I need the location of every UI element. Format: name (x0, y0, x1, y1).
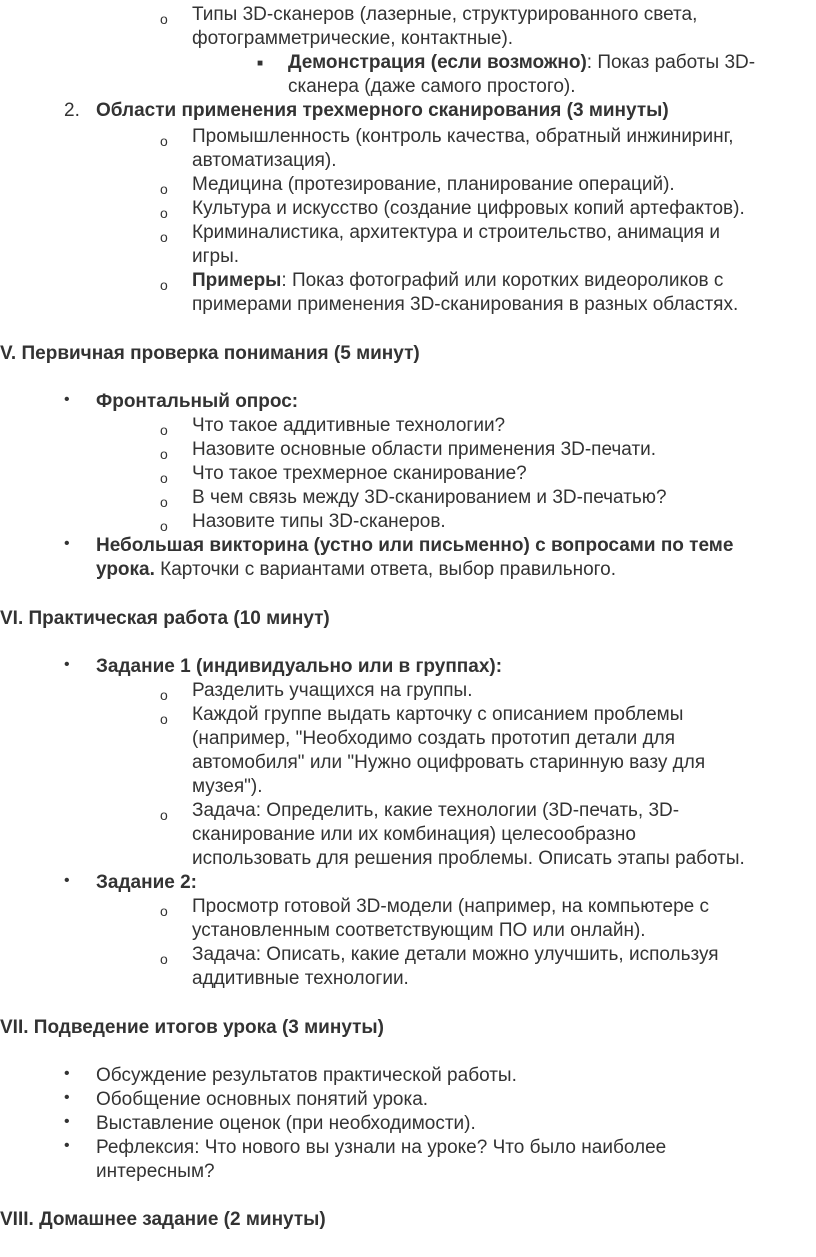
examples-rest: : Показ фотографий или коротких видеороликов с (281, 270, 724, 291)
list-item: Обсуждение результатов практической работы. (96, 1065, 517, 1086)
question-item: Назовите основные области применения 3D-печати. (192, 439, 657, 460)
list-item: Рефлексия: Что нового вы узнали на уроке? Что было наиболее (96, 1137, 667, 1158)
bullet-circle: o (160, 951, 168, 967)
question-item: В чем связь между 3D-сканированием и 3D-печатью? (192, 487, 667, 508)
bullet-circle: o (160, 687, 168, 703)
list-item-cont: автоматизация). (192, 150, 337, 171)
examples-bold: Примеры (192, 270, 282, 291)
list-item: Просмотр готовой 3D-модели (например, на компьютере с (192, 896, 710, 917)
bullet-circle: o (160, 518, 168, 534)
bullet-circle: o (160, 470, 168, 486)
bullet-circle: o (160, 205, 168, 221)
list-item-cont: аддитивные технологии. (192, 968, 409, 989)
list-item: Задача: Описать, какие детали можно улучшить, используя (192, 944, 719, 965)
demo-item-cont: сканера (даже самого простого). (288, 76, 576, 97)
quiz-rest: Карточки с вариантами ответа, выбор правильного. (154, 559, 617, 580)
list-item: Медицина (протезирование, планирование операций). (192, 174, 675, 195)
bullet-circle: o (160, 277, 168, 293)
list-number: 2. (64, 100, 80, 121)
bullet-circle: o (160, 494, 168, 510)
examples-item (192, 269, 723, 293)
bullet-circle: o (160, 807, 168, 823)
list-item: Промышленность (контроль качества, обратный инжиниринг, (192, 126, 734, 147)
section-heading: VII. Подведение итогов урока (3 минуты) (0, 1017, 384, 1038)
list-item-cont: интересным? (96, 1161, 215, 1182)
list-item-cont: использовать для решения проблемы. Описать этапы работы. (192, 848, 745, 869)
list-item-cont: сканирование или их комбинация) целесообразно (192, 824, 636, 845)
list-item: Фронтальный опрос: (96, 391, 299, 412)
list-item-cont: игры. (192, 246, 240, 267)
list-item-cont: установленным соответствующим ПО или онлайн). (192, 920, 646, 941)
quiz-item: Небольшая викторина (устно или письменно) с вопросами по теме (96, 535, 734, 556)
bullet-circle: o (160, 133, 168, 149)
bullet-dot: • (64, 535, 70, 552)
task-heading: Задание 1 (индивидуально или в группах): (96, 656, 503, 677)
bullet-circle: o (160, 229, 168, 245)
bullet-circle: o (160, 903, 168, 919)
bullet-dot: • (64, 1113, 70, 1130)
list-item: Типы 3D-сканеров (лазерные, структурированного света, (192, 4, 698, 25)
demo-item (288, 51, 755, 75)
question-item: Назовите типы 3D-сканеров. (192, 511, 446, 532)
list-item-cont: фотограмметрические, контактные). (192, 28, 514, 49)
question-item: Что такое аддитивные технологии? (192, 415, 506, 436)
bullet-square: ■ (257, 58, 264, 69)
section-heading: VI. Практическая работа (10 минут) (0, 608, 330, 629)
list-item: Криминалистика, архитектура и строительство, анимация и (192, 222, 721, 243)
bullet-dot: • (64, 1137, 70, 1154)
bullet-dot: • (64, 872, 70, 889)
bullet-dot: • (64, 1089, 70, 1106)
list-item: Разделить учащихся на группы. (192, 680, 473, 701)
list-item-cont: музея"). (192, 776, 263, 797)
list-item-cont: автомобиля" или "Нужно оцифровать старинную вазу для (192, 752, 706, 773)
quiz-item-cont (96, 558, 616, 582)
bullet-circle: o (160, 446, 168, 462)
bullet-circle: o (160, 181, 168, 197)
section-heading: VIII. Домашнее задание (2 минуты) (0, 1209, 326, 1230)
list-item: Культура и искусство (создание цифровых копий артефактов). (192, 198, 745, 219)
bullet-dot: • (64, 391, 70, 408)
demo-rest: : Показ работы 3D- (586, 52, 756, 73)
bullet-circle: o (160, 711, 168, 727)
numbered-heading: Области применения трехмерного сканирования (3 минуты) (96, 100, 669, 121)
question-item: Что такое трехмерное сканирование? (192, 463, 527, 484)
section-heading: V. Первичная проверка понимания (5 минут) (0, 343, 420, 364)
list-item: Каждой группе выдать карточку с описанием проблемы (192, 704, 684, 725)
list-item-cont: (например, "Необходимо создать прототип детали для (192, 728, 676, 749)
list-item-cont: примерами применения 3D-сканирования в разных областях. (192, 294, 739, 315)
bullet-circle: o (160, 422, 168, 438)
demo-bold: Демонстрация (если возможно) (288, 52, 587, 73)
bullet-dot: • (64, 1065, 70, 1082)
task-heading: Задание 2: (96, 872, 197, 893)
bullet-dot: • (64, 656, 70, 673)
list-item: Выставление оценок (при необходимости). (96, 1113, 476, 1134)
list-item: Обобщение основных понятий урока. (96, 1089, 429, 1110)
bullet-circle: o (160, 11, 168, 27)
list-item: Задача: Определить, какие технологии (3D-печать, 3D- (192, 800, 680, 821)
quiz-bold: урока. (96, 559, 155, 580)
